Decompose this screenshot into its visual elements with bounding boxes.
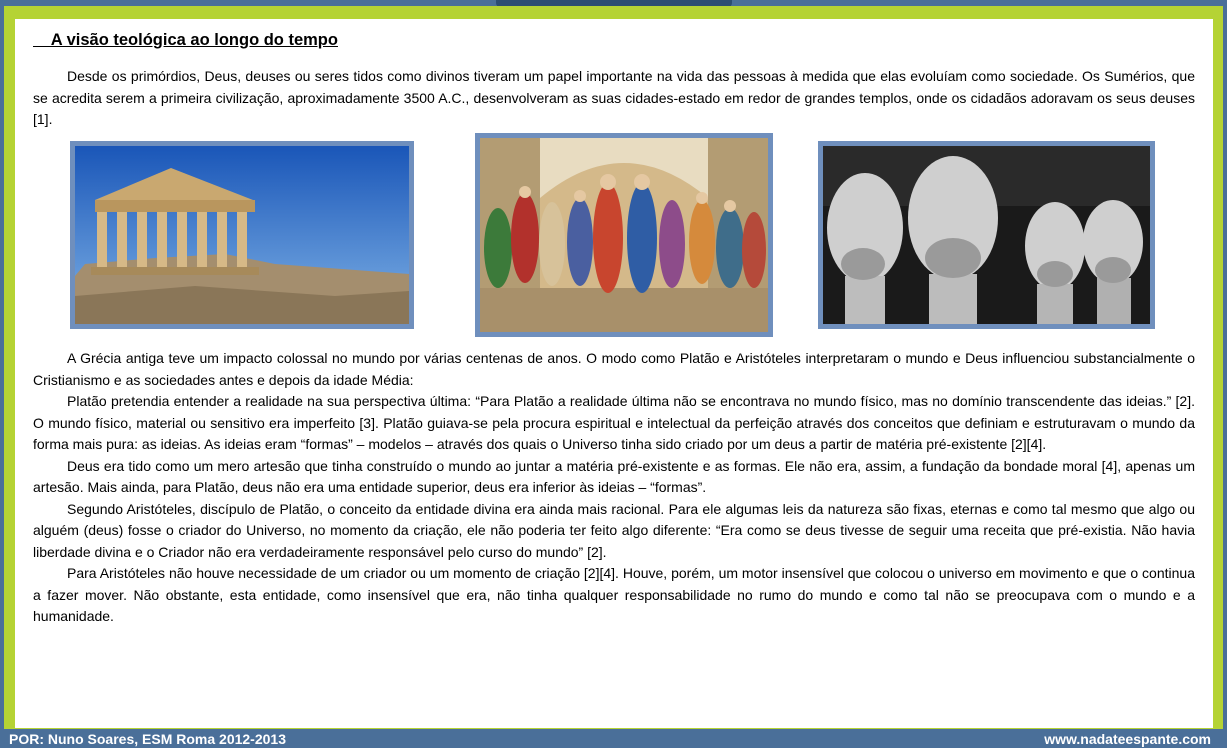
busts-image (818, 141, 1155, 329)
document-page (15, 19, 1213, 728)
parthenon-image (70, 141, 414, 329)
footer-author: POR: Nuno Soares, ESM Roma 2012-2013 (9, 731, 286, 747)
paragraph: Para Aristóteles não houve necessidade de um criador ou um momento de criação [2][4]. Houve, porém, um motor insensível que colocou o universo em movimento e que o continua a fazer mover. Não obstante, esta entidade, como insensível que era, não tinha qualquer responsabilidade no rumo do mundo e como tal não se preocupava com o mundo e a humanidade. (33, 565, 1195, 624)
paragraph: Segundo Aristóteles, discípulo de Platão, o conceito da entidade divina era ainda mais racional. Para ele algumas leis da natureza são fixas, eternas e como tal mesmo que algo ou alguém (deus) fosse o criador do Universo, no momento da criação, ele não poderia ter feito algo diferente: “Era como se deus tivesse de seguir uma receita que pré-existia. Não havia liberdade divina e o Criador não era verdadeiramente responsável pelo curso do mundo” [2]. (33, 500, 1195, 560)
school-of-athens-image (475, 133, 773, 337)
document-title: A visão teológica ao longo do tempo (33, 31, 338, 49)
lime-frame (4, 6, 1223, 729)
main-text (33, 348, 1195, 628)
paragraph: Platão pretendia entender a realidade na sua perspectiva última: “Para Platão a realidade última não se encontrava no mundo físico, mas no domínio transcendente das ideias.” [2]. O mundo físico, material ou sensitivo era imperfeito [3]. Platão guiava-se pela procura espiritual e intelectual da perfeição através dos conceitos que definiam e estruturavam o mundo da forma mais pura: as ideias. As ideias eram “formas” – modelos – através dos quais o Universo tinha sido criado por um deus a partir de matéria pré-existente [2][4]. (33, 393, 1195, 452)
paragraph: Deus era tido como um mero artesão que tinha construído o mundo ao juntar a matéria pré-existente e as formas. Ele não era, assim, a fundação da bondade moral [4], apenas um artesão. Mais ainda, para Platão, deus não era uma entidade superior, deus era inferior às ideias – “formas”. (33, 457, 1195, 495)
paragraph: Desde os primórdios, Deus, deuses ou seres tidos como divinos tiveram um papel importante na vida das pessoas à medida que elas evoluíam como sociedade. Os Sumérios, que se acredita serem a primeira civilização, aproximadamente 3500 A.C., desenvolveram as suas cidades-estado em redor de grandes templos, onde os cidadãos adoravam os seus deuses [1]. (33, 68, 1195, 127)
footer-website[interactable]: www.nadateespante.com (1044, 731, 1211, 747)
intro-text (33, 66, 1195, 131)
paragraph: A Grécia antiga teve um impacto colossal no mundo por várias centenas de anos. O modo como Platão e Aristóteles interpretaram o mundo e Deus influenciou substancialmente o Cristianismo e as sociedades antes e depois da idade Média: (33, 350, 1195, 388)
